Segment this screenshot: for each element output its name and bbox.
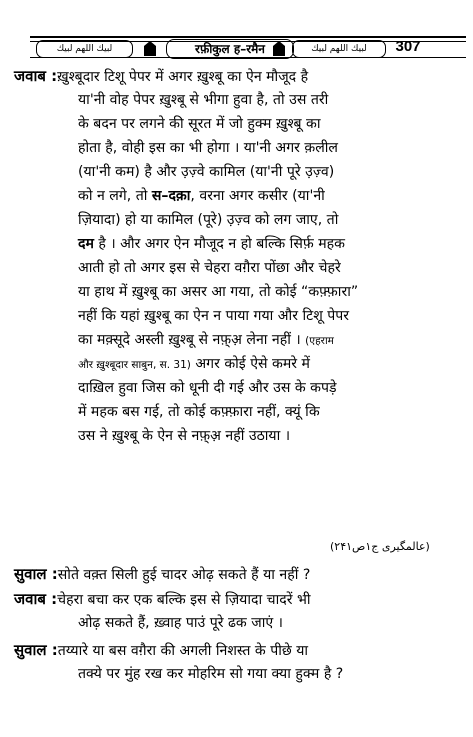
text-line: जवाब :ख़ुश्बूदार टिशू पेपर में अगर ख़ुश्बू का ऐन मौजूद है	[14, 67, 309, 85]
text-line: दम है । और अगर ऐन मौजूद न हो बल्कि सिर्फ़ महक	[78, 236, 345, 252]
running-title: रफ़ीकुल ह–रमैन	[166, 39, 294, 59]
text-line: या'नी वोह पेपर ख़ुश्बू से भीगा हुवा है, तो उस तरी	[78, 92, 329, 108]
talbiyah-ornament-left: لبيك اللهم لبيك	[36, 40, 133, 58]
page-number: 307	[395, 38, 421, 55]
text-line: (या'नी कम) है और उ़ज़्वे कामिल (या'नी पूरे उ़ज़्व)	[78, 164, 335, 180]
text-line: नहीं कि यहां ख़ुश्बू का ऐन न पाया गया और टिशू पेपर	[78, 308, 350, 324]
urdu-reference: (عالمگیری ج۱ص۲۴۱)	[330, 540, 430, 553]
page-header	[0, 0, 473, 58]
question-label: सुवाल :	[14, 641, 58, 659]
answer-label: जवाब :	[14, 590, 58, 608]
question-label: सुवाल :	[14, 565, 58, 583]
text-line: का मक़्सूदे अस्ली ख़ुश्बू से नफ़्अ़ लेना नहीं । (एहराम	[78, 332, 334, 348]
term-sadaqa: स–दक़ा	[151, 188, 191, 204]
text-line: उस ने ख़ुश्बू के ऐन से नफ़्अ़ नहीं उठाया ।	[78, 428, 291, 444]
answer-label: जवाब :	[14, 67, 58, 85]
citation: (एहराम	[305, 335, 334, 347]
text-line: और ख़ुश्बूदार साबुन, स. 31) अगर कोई ऐसे कमरे में	[78, 356, 310, 372]
answer-line: ओढ़ सकते हैं, ख़्वाह पाउं पूरे ढक जाएं ।	[78, 615, 283, 631]
term-dam: दम	[78, 236, 94, 252]
text-line: आती हो तो अगर इस से चेहरा वग़ैरा पोंछा और चेहरे	[78, 260, 341, 276]
text-line: के बदन पर लगने की सूरत में जो हुक्म ख़ुश्बू का	[78, 116, 321, 132]
question-line: सुवाल :सोते वक़्त सिली हुई चादर ओढ़ सकते हैं या नहीं ?	[14, 565, 311, 583]
text-line: या हाथ में ख़ुश्बू का असर आ गया, तो कोई “कफ़्फ़ारा”	[78, 284, 359, 300]
text-line: ज़ियादा) हो या कामिल (पूरे) उ़ज़्व को लग जाए, तो	[78, 212, 339, 228]
header-bottom-rule	[30, 57, 466, 58]
talbiyah-ornament-right: لبيك اللهم لبيك	[292, 40, 386, 58]
kaaba-icon	[141, 40, 159, 56]
text-line: दाख़िल हुवा जिस को धूनी दी गई और उस के कपड़े	[78, 380, 337, 396]
text-line: को न लगे, तो स–दक़ा, वरना अगर कसीर (या'नी	[78, 188, 325, 204]
question-line: सुवाल :तय्यारे या बस वग़ैरा की अगली निशस्त के पीछे या	[14, 641, 309, 659]
text-line: में महक बस गई, तो कोई कफ़्फ़ारा नहीं, क्यूं कि	[78, 404, 320, 420]
question-line: तक्ये पर मुंह रख कर मोहरिम सो गया क्या हुक्म है ?	[78, 666, 344, 682]
answer-line: जवाब :चेहरा बचा कर एक बल्कि इस से ज़ियादा चादरें भी	[14, 590, 311, 608]
citation: और ख़ुश्बूदार साबुन, स. 31)	[78, 359, 191, 371]
kaaba-icon	[270, 40, 288, 56]
text-line: होता है, वोही इस का भी होगा । या'नी अगर क़लील	[78, 140, 338, 156]
